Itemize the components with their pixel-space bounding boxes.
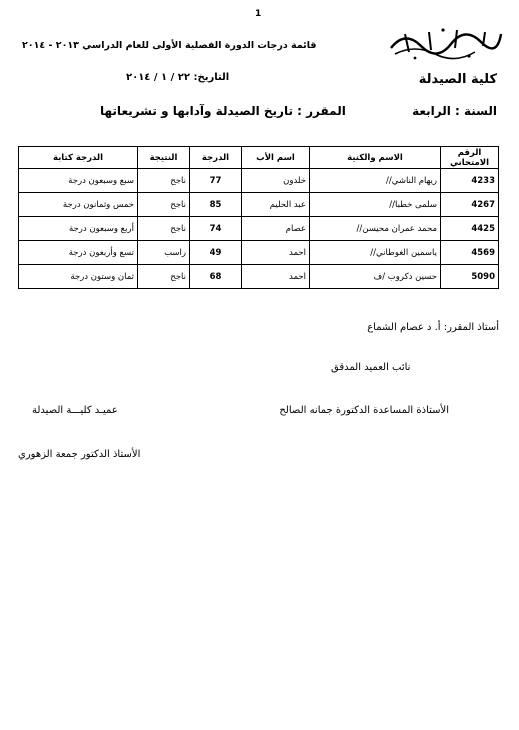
document-date: التاريخ: ٢٢ / ١ / ٢٠١٤ bbox=[126, 72, 230, 83]
exam-number: 4233 bbox=[441, 169, 499, 193]
father-name: احمد bbox=[242, 265, 310, 289]
student-name: حسين دكروب /ف bbox=[310, 265, 441, 289]
exam-number: 4425 bbox=[441, 217, 499, 241]
course-instructor-signature: أستاذ المقرر: أ. د عصام الشماع bbox=[367, 322, 499, 333]
result: راسب bbox=[138, 241, 190, 265]
university-logo bbox=[385, 22, 505, 62]
grade: 77 bbox=[190, 169, 242, 193]
grade: 74 bbox=[190, 217, 242, 241]
father-name: عبد الحليم bbox=[242, 193, 310, 217]
table-row bbox=[19, 265, 499, 289]
academic-year: السنة : الرابعة bbox=[412, 104, 497, 118]
student-name: ريهام الناشي// bbox=[310, 169, 441, 193]
vice-dean-title: نائب العميد المدقق bbox=[331, 362, 411, 373]
faculty-name: كلية الصيدلة bbox=[418, 72, 497, 87]
table-header-row bbox=[19, 147, 499, 169]
grade-in-words: أربع وسبعون درجة bbox=[19, 217, 138, 241]
course-name: المقرر : تاريخ الصيدلة وآدابها و تشريعاتها bbox=[100, 104, 346, 118]
header-exam-no: الرقم الامتحاني bbox=[441, 147, 499, 169]
grade: 68 bbox=[190, 265, 242, 289]
page-number: 1 bbox=[255, 9, 262, 19]
result: ناجح bbox=[138, 217, 190, 241]
father-name: خلدون bbox=[242, 169, 310, 193]
table-row bbox=[19, 169, 499, 193]
table-row bbox=[19, 241, 499, 265]
header-father: اسم الأب bbox=[242, 147, 310, 169]
father-name: عصام bbox=[242, 217, 310, 241]
grades-table bbox=[18, 146, 499, 289]
grade-in-words: تسع وأربعون درجة bbox=[19, 241, 138, 265]
student-name: محمد عمران محيسن// bbox=[310, 217, 441, 241]
father-name: احمد bbox=[242, 241, 310, 265]
dean-name: الأستاذ الدكتور جمعة الزهوري bbox=[18, 449, 141, 460]
grade-in-words: خمس وثمانون درجة bbox=[19, 193, 138, 217]
grade: 85 bbox=[190, 193, 242, 217]
result: ناجح bbox=[138, 193, 190, 217]
exam-number: 5090 bbox=[441, 265, 499, 289]
result: ناجح bbox=[138, 265, 190, 289]
student-name: سلمى خطبا// bbox=[310, 193, 441, 217]
result: ناجح bbox=[138, 169, 190, 193]
grade: 49 bbox=[190, 241, 242, 265]
header-words: الدرجة كتابة bbox=[19, 147, 138, 169]
dean-title: عميـد كليـــة الصيدلة bbox=[32, 405, 118, 416]
header-name: الاسم والكنية bbox=[310, 147, 441, 169]
grade-in-words: ثمان وستون درجة bbox=[19, 265, 138, 289]
student-name: ياسمين الغوطاني// bbox=[310, 241, 441, 265]
header-grade: الدرجة bbox=[190, 147, 242, 169]
table-row bbox=[19, 193, 499, 217]
exam-number: 4267 bbox=[441, 193, 499, 217]
header-result: النتيجة bbox=[138, 147, 190, 169]
table-row bbox=[19, 217, 499, 241]
grade-in-words: سبع وسبعون درجة bbox=[19, 169, 138, 193]
list-title: قائمة درجات الدورة الفصلية الأولى للعام الدراسي ٢٠١٣ - ٢٠١٤ bbox=[22, 40, 317, 51]
exam-number: 4569 bbox=[441, 241, 499, 265]
vice-dean-name: الأستاذة المساعدة الدكتورة جمانه الصالح bbox=[279, 405, 449, 416]
